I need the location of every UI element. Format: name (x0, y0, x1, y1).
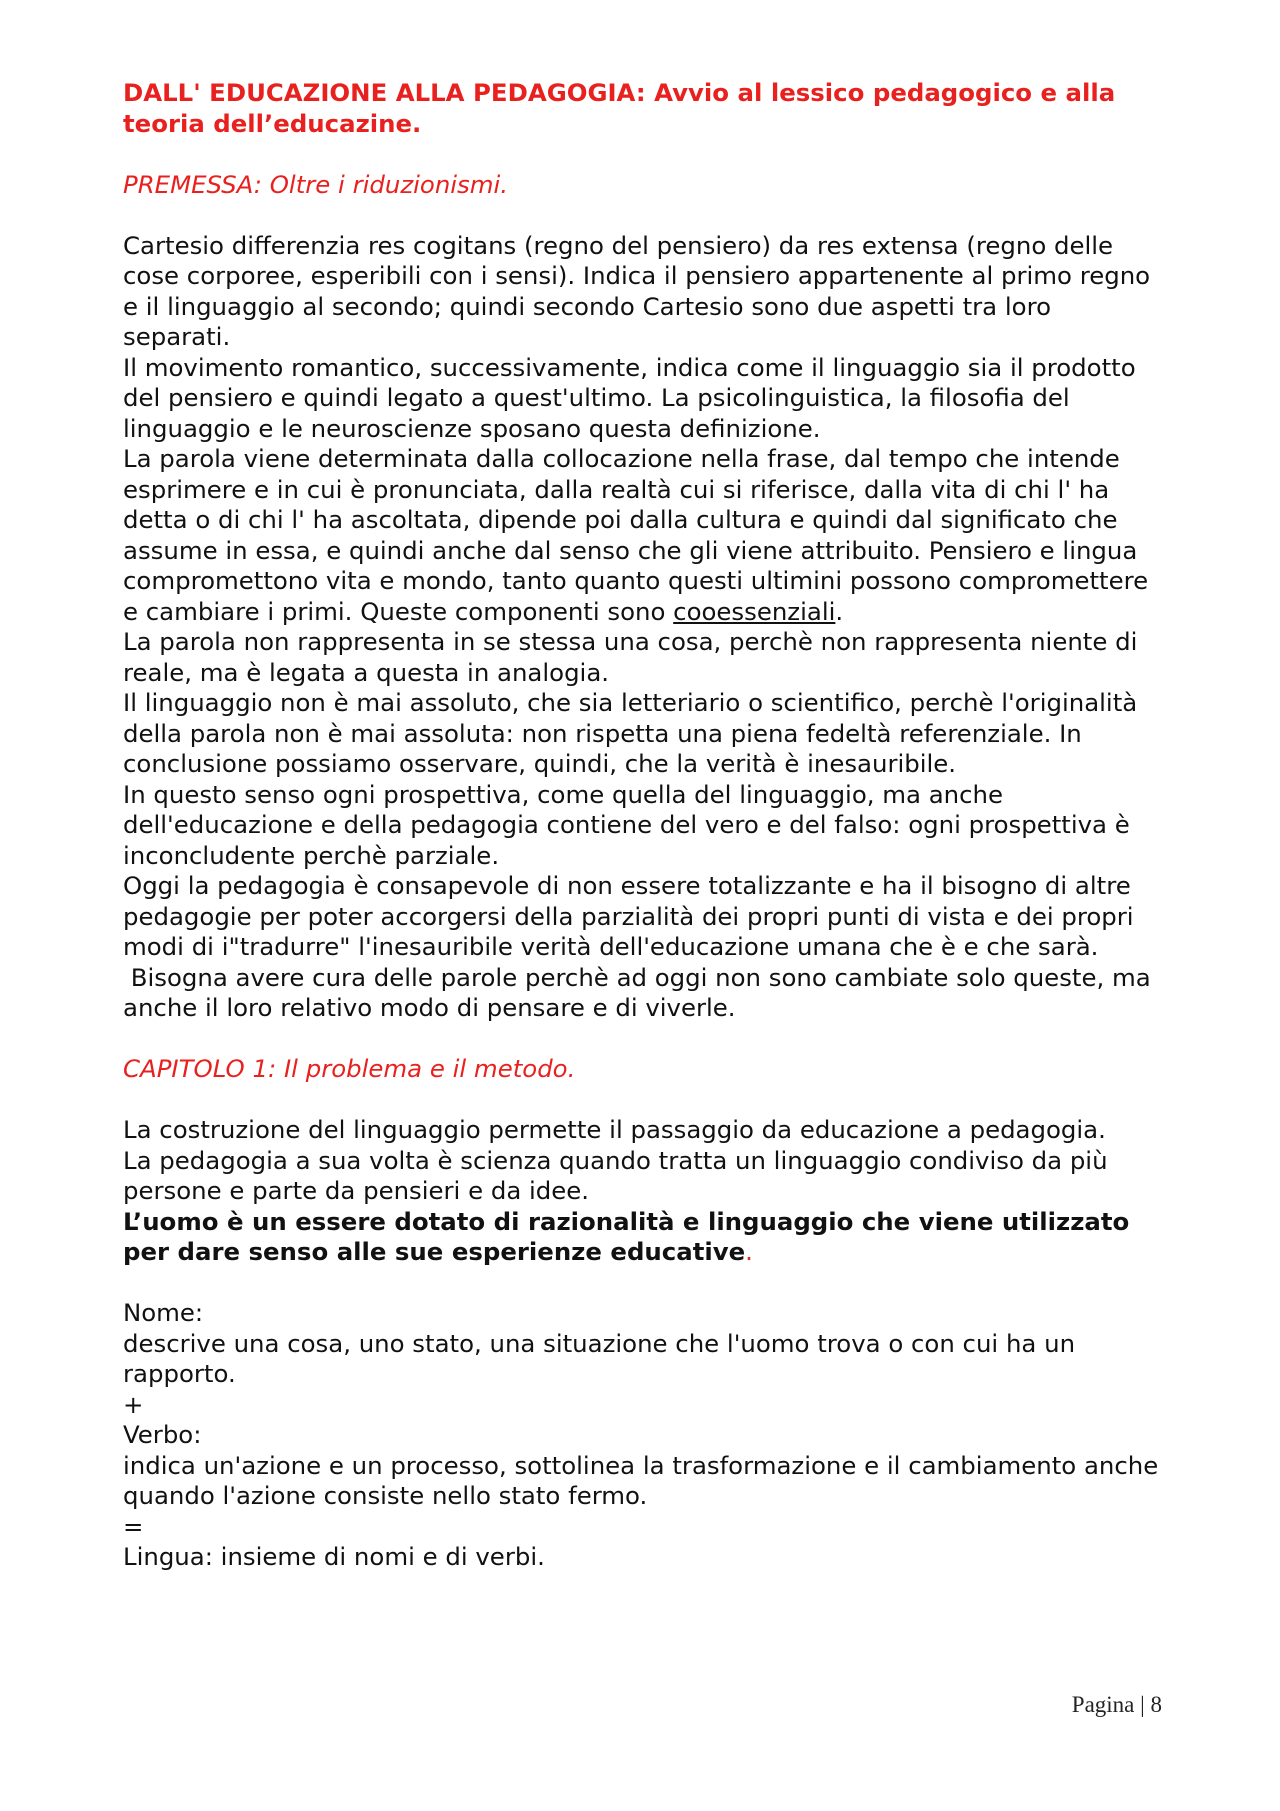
lingua-definition: Lingua: insieme di nomi e di verbi. (123, 1542, 545, 1571)
paragraph-pedagogia-oggi: Oggi la pedagogia è consapevole di non essere totalizzante e ha il bisogno di altre pedagogie per poter accorgersi della parzialità dei propri punti di vista e dei propri modi di i"tradurre" l'inesauribile verità dell'educazione umana che è e che sarà. (123, 871, 1134, 961)
nome-label: Nome: (123, 1298, 204, 1327)
page-number: Pagina | 8 (1071, 1692, 1162, 1717)
verbo-label: Verbo: (123, 1420, 202, 1449)
document-page (123, 78, 1163, 1573)
paragraph-parola-determinata (123, 444, 1163, 627)
document-title: DALL' EDUCAZIONE ALLA PEDAGOGIA: Avvio al lessico pedagogico e alla teoria dell’educazine. (123, 78, 1116, 138)
nome-description: descrive una cosa, uno stato, una situazione che l'uomo trova o con cui ha un rapporto. (123, 1328, 1076, 1388)
spacer (123, 1085, 1163, 1116)
underlined-word: cooessenziali (673, 596, 836, 626)
spacer (123, 200, 1163, 231)
spacer (123, 1268, 1163, 1299)
verbo-description: indica un'azione e un processo, sottolinea la trasformazione e il cambiamento anche quando l'azione consiste nello stato fermo. (123, 1450, 1159, 1510)
spacer (123, 1024, 1163, 1055)
paragraph-uomo (123, 1207, 1163, 1268)
paragraph-text: La parola viene determinata dalla collocazione nella frase, dal tempo che intende esprimere e in cui è pronunciata, dalla realtà cui si riferisce, dalla vita di chi l' ha detta o di chi l' ha ascoltata, dipende poi dalla cultura e quindi dal significato che assume in essa, e quindi anche dal senso che gli viene attribuito. Pensiero e lingua compromettono vita e mondo, tanto quanto questi ultimini possono compromettere e cambiare i primi. Queste componenti sono (123, 444, 1149, 626)
paragraph-romantico: Il movimento romantico, successivamente, indica come il linguaggio sia il prodotto del pensiero e quindi legato a quest'ultimo. La psicolinguistica, la filosofia del linguaggio e le neuroscienze sposano questa definizione. (123, 352, 1136, 443)
paragraph-cura-parole: Bisogna avere cura delle parole perchè ad oggi non sono cambiate solo queste, ma anche il loro relativo modo di pensare e di viverle. (123, 962, 1159, 1022)
paragraph-costruzione-linguaggio: La costruzione del linguaggio permette il passaggio da educazione a pedagogia. (123, 1115, 1106, 1144)
paragraph-pedagogia-scienza: La pedagogia a sua volta è scienza quando tratta un linguaggio condiviso da più persone e parte da pensieri e da idee. (123, 1145, 1108, 1205)
bold-statement: L’uomo è un essere dotato di razionalità e linguaggio che viene utilizzato per dare senso alle sue esperienze educative (123, 1206, 1130, 1266)
paragraph-prospettiva: In questo senso ogni prospettiva, come quella del linguaggio, ma anche dell'educazione e della pedagogia contiene del vero e del falso: ogni prospettiva è inconcludente perchè parziale. (123, 779, 1130, 870)
paragraph-cartesio: Cartesio differenzia res cogitans (regno del pensiero) da res extensa (regno delle cose corporee, esperibili con i sensi). Indica il pensiero appartenente al primo regno e il linguaggio al secondo; quindi secondo Cartesio sono due aspetti tra loro separati. (123, 230, 1151, 351)
red-period: . (745, 1237, 753, 1266)
spacer (123, 139, 1163, 170)
section-heading-capitolo-1: CAPITOLO 1: Il problema e il metodo. (123, 1054, 576, 1083)
paragraph-linguaggio-assoluto: Il linguaggio non è mai assoluto, che sia letteriario o scientifico, perchè l'originalità della parola non è mai assoluta: non rispetta una piena fedeltà referenziale. In conclusione possiamo osservare, quindi, che la verità è inesauribile. (123, 688, 1138, 778)
paragraph-end: . (835, 596, 844, 626)
section-heading-premessa: PREMESSA: Oltre i riduzionismi. (123, 169, 509, 199)
plus-sign: + (123, 1389, 144, 1419)
equals-sign: = (123, 1511, 144, 1541)
paragraph-parola-analogia: La parola non rappresenta in se stessa una cosa, perchè non rappresenta niente di reale, ma è legata a questa in analogia. (123, 627, 1138, 687)
